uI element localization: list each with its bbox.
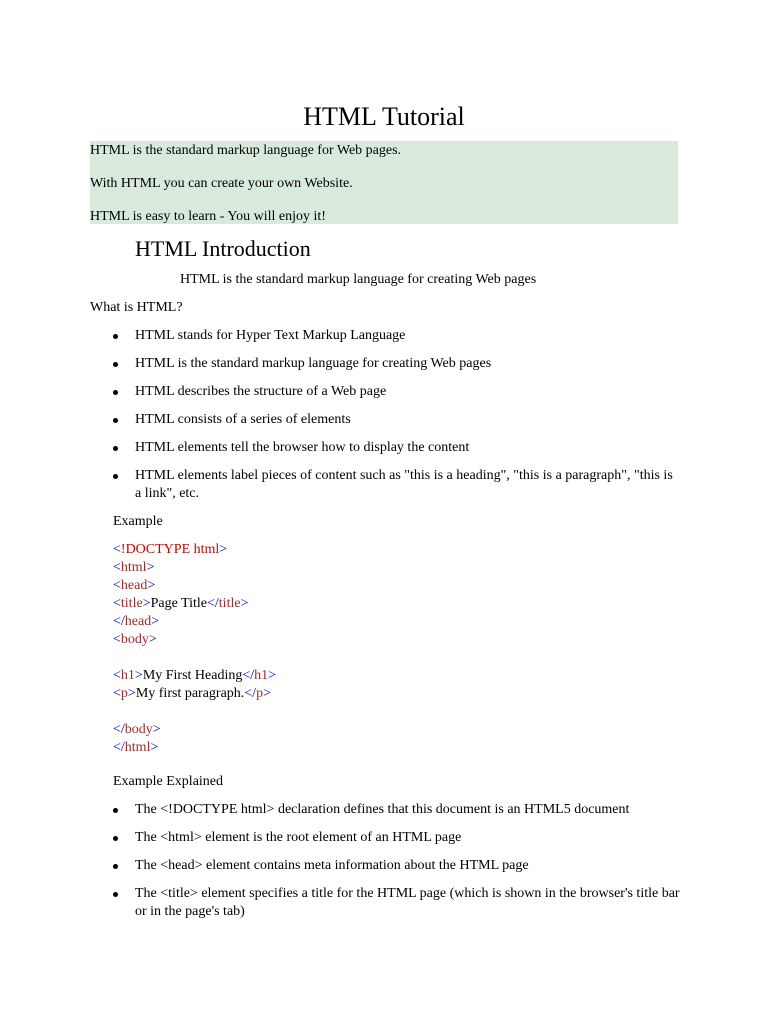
code-tag: p: [256, 686, 264, 701]
bullet-icon: [113, 836, 118, 841]
code-bracket: >: [152, 722, 161, 737]
code-bracket: >: [219, 542, 228, 557]
code-bracket: </: [242, 668, 255, 683]
code-bracket: >: [134, 668, 143, 683]
intro-line: With HTML you can create your own Website.: [90, 176, 353, 191]
list-item-text: The <head> element contains meta information about the HTML page: [135, 858, 529, 873]
code-bracket: >: [148, 632, 157, 647]
code-line-blank: [113, 649, 276, 667]
code-bracket: >: [127, 686, 136, 701]
code-bracket: <: [113, 542, 121, 557]
code-line-head-open: [113, 577, 276, 595]
code-text: Page Title: [150, 596, 207, 611]
page-title: HTML Tutorial: [303, 102, 465, 131]
code-tag: html: [124, 740, 151, 755]
code-line-p: [113, 685, 276, 703]
example-explained-label: Example Explained: [113, 774, 224, 789]
code-bracket: >: [150, 740, 159, 755]
bullet-icon: [113, 808, 118, 813]
code-tag: title: [120, 596, 143, 611]
list-item-text: The <html> element is the root element of an HTML page: [135, 830, 462, 845]
code-bracket: </: [207, 596, 219, 611]
code-line-blank: [113, 703, 276, 721]
code-bracket: >: [263, 686, 271, 701]
code-bracket: >: [146, 560, 155, 575]
code-line-h1: [113, 667, 276, 685]
code-tag: body: [120, 632, 149, 647]
code-line-title: [113, 595, 276, 613]
list-item-text: The <!DOCTYPE html> declaration defines that this document is an HTML5 document: [135, 802, 630, 817]
code-bracket: <: [113, 668, 121, 683]
code-tag: body: [124, 722, 153, 737]
example-label: Example: [113, 514, 163, 529]
bullet-icon: [113, 334, 118, 339]
code-text: My first paragraph.: [135, 686, 245, 701]
code-line-body-open: [113, 631, 276, 649]
code-bracket: >: [268, 668, 277, 683]
code-line-doctype: [113, 541, 276, 559]
list-item-text: HTML is the standard markup language for creating Web pages: [135, 356, 492, 371]
code-line-html-open: [113, 559, 276, 577]
intro-line: HTML is the standard markup language for Web pages.: [90, 143, 402, 158]
bullet-icon: [113, 892, 118, 897]
list-item-text: HTML elements label pieces of content such as "this is a heading", "this is a paragraph", "this is a link", etc.: [135, 468, 673, 501]
bullet-icon: [113, 446, 118, 451]
code-bracket: <: [113, 596, 121, 611]
code-bracket: >: [240, 596, 249, 611]
code-tag: title: [218, 596, 241, 611]
code-line-body-close: [113, 721, 276, 739]
bullet-icon: [113, 390, 118, 395]
code-example: [113, 541, 276, 757]
bullet-icon: [113, 864, 118, 869]
code-bracket: <: [113, 686, 121, 701]
code-tag: h1: [254, 668, 269, 683]
code-bracket: >: [151, 614, 160, 629]
code-doctype: !DOCTYPE html: [120, 542, 220, 557]
code-tag: head: [120, 578, 148, 593]
code-text: My First Heading: [142, 668, 243, 683]
bullet-icon: [113, 474, 118, 479]
code-bracket: >: [147, 578, 156, 593]
code-line-head-close: [113, 613, 276, 631]
code-bracket: </: [113, 614, 125, 629]
code-bracket: </: [244, 686, 257, 701]
section-heading: HTML Introduction: [135, 236, 311, 261]
code-bracket: </: [113, 722, 125, 737]
code-bracket: </: [113, 740, 125, 755]
code-line-html-close: [113, 739, 276, 757]
code-tag: html: [120, 560, 147, 575]
bullet-icon: [113, 418, 118, 423]
code-bracket: <: [113, 578, 121, 593]
code-tag: head: [124, 614, 152, 629]
code-tag: h1: [120, 668, 135, 683]
list-item-text: HTML elements tell the browser how to display the content: [135, 440, 470, 455]
question-text: What is HTML?: [90, 300, 183, 315]
section-subtitle: HTML is the standard markup language for creating Web pages: [180, 272, 537, 287]
bullet-icon: [113, 362, 118, 367]
code-bracket: >: [142, 596, 151, 611]
list-item-text: The <title> element specifies a title for the HTML page (which is shown in the browser's title bar or in the page's tab): [135, 886, 680, 919]
code-bracket: <: [113, 632, 121, 647]
list-item-text: HTML consists of a series of elements: [135, 412, 351, 427]
intro-line: HTML is easy to learn - You will enjoy it!: [90, 209, 326, 224]
code-tag: p: [120, 686, 128, 701]
intro-highlight-box: [90, 141, 678, 224]
list-item-text: HTML describes the structure of a Web page: [135, 384, 387, 399]
code-bracket: <: [113, 560, 121, 575]
list-item-text: HTML stands for Hyper Text Markup Language: [135, 328, 406, 343]
